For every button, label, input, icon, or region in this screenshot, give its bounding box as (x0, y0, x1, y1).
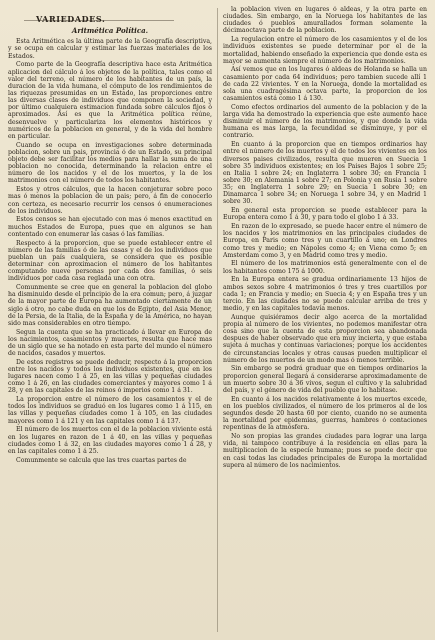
paragraph: En la Europa entera se gradua ordinariamente 13 hijos de ambos sexos sobre 4 matrimonios ó tres y tres cuartillos por cada 1; en Francia y medio; en Suecia 4; y en España tres y un tercio. En las ciudades no se puede calcular arriba de tres y medio, y en las capitales todavía menos. (223, 276, 427, 312)
paragraph: De estos registros se puede deducir, respecto á la proporcion entre los nacidos y todos los individuos existentes, que en los lugares nacen como 1 á 25, en las villas y pequeñas ciudades como 1 á 26, en las ciudades comerciantes y mayores como 1 á 28, y en las capitales de las reinos ó imperios como 1 á 31. (8, 358, 212, 395)
right-column (223, 6, 427, 636)
column-divider (217, 8, 218, 632)
section-subtitle: Aritmética Política. (71, 26, 149, 36)
paragraph: Aunque quisiéramos decir algo acerca de la mortalidad propia al número de los vivientes, no podemos manifestar otra cosa sino que la cuenta de esta proporcion sea abandonada despues de haber observado que era muy incierta, y que estaba sujeta á muchas y continuas variaciones; porque los accidentes de circunstancias locales y otras causas pueden multiplicar el número de los muertos de un modo mas ó menos terrible. (223, 313, 427, 364)
paragraph: Como parte de la Geografía descriptiva hace esta Aritmética aplicacion del cálculo á los objetos de la política, tales como el valor del terreno, el número de los habitantes de un país, la duracion de la vida humana, el cómputo de los rendimientos de las riquezas presumidas en un Estado, las proporciones entre las diversas clases de individuos que componen la sociedad, y por último cualquiera estimacion fundada sobre cálculos fijos ó aproximados. Así es que la Aritmética política reúne, desenvuelve y particulariza los elementos históricos y numéricos de la poblacion en general, y de la vida del hombre en particular. (8, 61, 212, 140)
paragraph: La regulacion entre el número de los casamientos y el de los individuos existentes se puede determinar por el de la mortalidad, habiendo enseñado la experiencia que donde esta es mayor se aumenta siempre el número de los matrimonios. (223, 36, 427, 65)
paragraph: Estos y otros cálculos, que la hacen conjeturar sobre poco mas ó menos la poblacion de un pais; pero, á fin de conocerlo con certeza, es necesario recurrir los censos ó enumeraciones de los individuos. (8, 186, 212, 215)
paragraph: Respecto á la proporcion, que se puede establecer entre el número de las familias ó de las casas y el de los individuos que pueblan un país cualquiera, se considera que es posible determinar con aproximacion el número de los habitantes computando nueve personas por cada dos familias, ó seis individuos por cada casa reglada una con otra. (8, 239, 212, 283)
paragraph: La proporcion entre el número de los casamientos y el de todos los individuos se graduó en los lugares como 1 á 115, en las villas y pequeñas ciudades como 1 á 105, en las ciudades mayores como 1 á 121 y en las capitales como 1 á 137. (8, 396, 212, 425)
paragraph: Esta Aritmética es la última parte de la Geografía descriptiva, y se ocupa en calcular y estimar las fuerzas materiales de los Estados. (8, 38, 212, 60)
paragraph: Sin embargo se podrá graduar que en tiempos ordinarios la proporcion general llegará á considerarse aproximadamente de un muerto sobre 30 á 36 vivos, segun el cultivo y la salubridad del país, y el género de vida del pueblo que lo habitase. (223, 365, 427, 394)
paragraph: El número de los muertos con el de la poblacion viviente está en los lugares en razon de 1 á 40, en las villas y pequeñas ciudades como 1 á 32, en las ciudades mayores como 1 á 28, y en las capitales como 1 á 25. (8, 426, 212, 455)
paragraph: El número de los matrimonios está generalmente con el de los habitantes como 175 á 1000. (223, 260, 427, 275)
paragraph: Así vemos que en los lugares ó aldeas de Holanda se halla un casamiento por cada 64 individuos; pero tambien sucede allí 1 de cada 22 vivientes. Y en la Noruega, donde la mortalidad es sola una cuadragésima octava parte, la proporcion de los casamientos está como 1 á 130. (223, 66, 427, 103)
left-column (8, 6, 212, 636)
paragraph: En general esta proporcion se puede establecer para la Europa entera como 1 á 30, y para todo el globo 1 á 33. (223, 207, 427, 222)
paragraph: la poblacion viven en lugares ó aldeas, y la otra parte en ciudades. Sin embargo, en la Noruega los habitantes de las ciudades ó pueblos amurallados forman solamente la décimaoctava parte de la poblacion. (223, 6, 427, 35)
paragraph: Segun la cuenta que se ha practicado á llevar en Europa de los nacimientos, casamientos y muertes, resulta que hace mas de un siglo que se ha notado en esta parte del mundo el número de nacidos, casados y muertos. (8, 328, 212, 358)
paragraph: Comunmente se calcula que las tres cuartas partes de (16, 456, 187, 464)
paragraph: No son propias las grandes ciudades para lograr una larga vida, ni tampoco contribuye á la residencia en ellas para la multiplicacion de la especie humana; pues se puede decir que en casi todas las ciudades principales de Europa la mortalidad supera al número de los nacimientos. (223, 433, 427, 469)
paragraph: En cuanto á los nacidos relativamente á los muertos excede, en los pueblos civilizados, el número de los primeros al de los segundos desde 20 hasta 60 por ciento, cuando no se aumenta la mortalidad por epidemias, guerras, hambres ó contaciones repentinas de la atmósfera. (223, 395, 427, 432)
paragraph: En cuanto á la proporcion que en tiempos ordinarios hay entre el número de los muertos y el de todos los vivientes en los diversos paises civilizados, resulta que mueren en Suecia 1 sobre 35 individuos existentes; en los Paises Bajos 1 sobre 25; en Italia 1 sobre 24; en Inglaterra 1 sobre 30; en Francia 1 sobre 30; en Alemania 1 sobre 27; en Polonia y en Rusia 1 sobre 35; en Inglaterra 1 sobre 29; en Suecia 1 sobre 30; en Dinamarca 1 sobre 34; en Noruega 1 sobre 34, y en Madrid 1 sobre 30. (223, 141, 427, 206)
paragraph: En razon de lo expresado, se puede hacer entre el número de los nacidos y los matrimonios en las principales ciudades de Europa, en Paris como tres y un cuartillo á uno; en Londres como tres y medio; en Nápoles como 4; en Viena como 5; en Amsterdam como 3, y en Madrid como tres y medio. (223, 223, 427, 259)
paragraph: Cuando se ocupa en investigaciones sobre determinada poblacion, sobre un pais, provincia ó de un Estado, su principal objeto debe ser facilitar los medios para hallar la suma de una poblacion no conocida, determinando la relacion entre el número de los nacidos y el de los muertos, y la de los matrimonios con el número de todos los habitantes. (8, 141, 212, 185)
paragraph: Comunmente se cree que en general la poblacion del globo ha disminuido desde el principio de la era comun; pero, á juzgar de la mayor parte de Europa ha aumentado ciertamente de un siglo á otro, no cabe duda en que los de Egipto, del Asia Menor, de la Persia, de la Italia, de la España y de la América, no hayan sido mas considerables en otro tiempo. (8, 284, 212, 327)
paragraph: Estos censos se han ejecutado con mas ó menos exactitud en muchos Estados de Europa, pues que en algunos se han contentado con enumerar las casas ó las familias. (8, 216, 212, 238)
section-title: VARIEDADES. (36, 14, 106, 24)
paragraph: Como efectos ordinarios del aumento de la poblacion y de la larga vida ha demostrado la experiencia que este aumento hace disminuir el número de los matrimonios, y que donde la vida humana es mas larga, la fecundidad se disminuye, y por el contrario. (223, 103, 427, 140)
